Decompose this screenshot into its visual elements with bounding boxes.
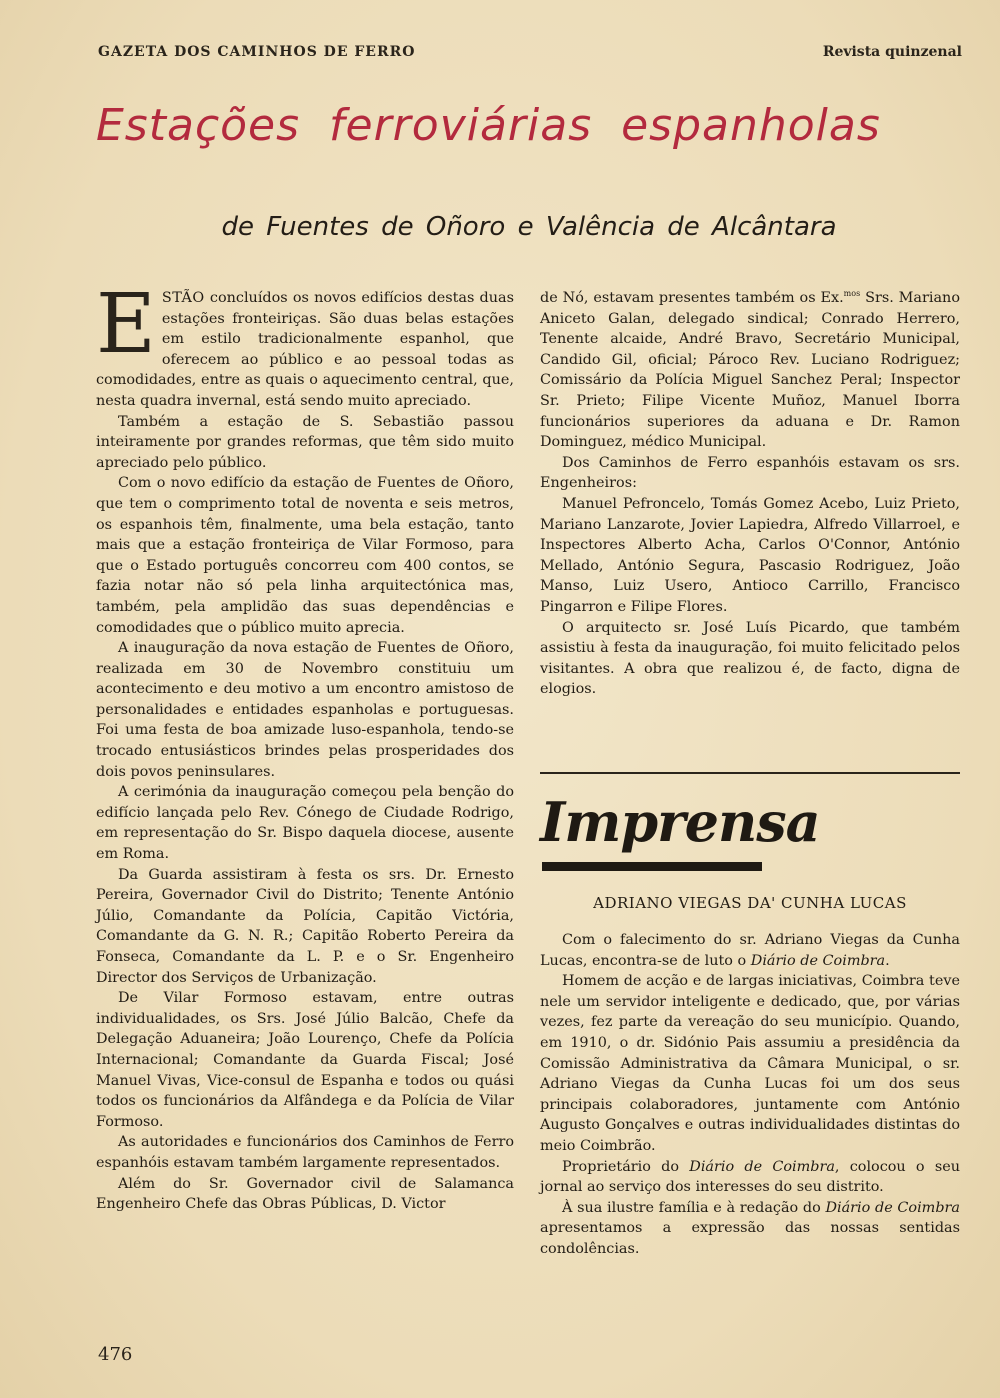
paragraph-text: de Nó, estavam presentes também os Ex. <box>540 290 844 306</box>
article-title: Estações ferroviárias espanholas <box>96 100 881 151</box>
obituary-column <box>540 930 960 1260</box>
article-paragraph: Além do Sr. Governador civil de Salamanca Engenheiro Chefe das Obras Públicas, D. Victor <box>96 1175 514 1213</box>
paragraph-text: Com o falecimento do sr. Adriano Viegas da Cunha Lucas, encontra-se de luto o <box>540 932 960 969</box>
drop-cap: E <box>96 277 156 372</box>
article-paragraph: A inauguração da nova estação de Fuentes de Oñoro, realizada em 30 de Novembro constituiu um acontecimento e deu motivo a um encontro amistoso de personalidades e entidades espanholas e portuguesas. Foi uma festa de boa amizade luso-espanhola, tendo-se trocado entusiásticos brindes pelas prosperidades dos dois povos peninsulares. <box>96 640 514 780</box>
article-paragraph <box>540 288 960 453</box>
obituary-paragraph: Homem de acção e de largas iniciativas, Coimbra teve nele um servidor inteligente e dedicado, que, por várias vezes, fez parte da vereação do seu município. Quando, em 1910, o dr. Sidónio Pais assumiu a presidência da Comissão Administrativa da Câmara Municipal, o sr. Adriano Viegas da Cunha Lucas foi um dos seus principais colaboradores, juntamente com António Augusto Gonçalves e outras individualidades distintas do meio Coimbrão. <box>540 973 960 1154</box>
paragraph-text: Proprietário do <box>562 1158 690 1175</box>
running-head <box>98 44 962 60</box>
paragraph-text: Srs. Mariano Aniceto Galan, delegado sindical; Conrado Herrero, Tenente alcaide, André Bravo, Secretário Municipal, Candido Gil, oficial; Pároco Rev. Luciano Rodriguez; Comissário da Polícia Miguel Sanchez Peral; Inspector Sr. Prieto; Filipe Vicente Muñoz, Manuel Iborra funcionários superiores da aduana e Dr. Ramon Dominguez, médico Municipal. <box>540 290 960 451</box>
imprensa-section-title: Imprensa <box>540 790 820 854</box>
lead-word: STÃO <box>161 290 205 306</box>
obituary-paragraph <box>540 930 960 971</box>
article-column-left <box>96 277 514 1215</box>
article-subtitle: de Fuentes de Oñoro e Valência de Alcântara <box>221 212 837 242</box>
article-paragraph: As autoridades e funcionários dos Caminhos de Ferro espanhóis estavam também largamente representados. <box>96 1134 514 1171</box>
publication-name: GAZETA DOS CAMINHOS DE FERRO <box>98 44 416 60</box>
paragraph-text: À sua ilustre família e à redação do <box>562 1199 826 1216</box>
paragraph-text: . <box>885 952 890 969</box>
obituary-heading: ADRIANO VIEGAS DA' CUNHA LUCAS <box>593 894 907 912</box>
section-underline-bar <box>542 862 762 871</box>
obituary-paragraph <box>540 1198 960 1260</box>
section-divider <box>540 772 960 774</box>
article-paragraph: Dos Caminhos de Ferro espanhóis estavam os srs. Engenheiros: <box>540 454 960 492</box>
article-paragraph: De Vilar Formoso estavam, entre outras individualidades, os Srs. José Júlio Balcão, Chefe da Delegação Aduaneira; João Lourenço, Chefe da Polícia Internacional; Comandante da Guarda Fiscal; José Manuel Vivas, Vice-consul de Espanha e todos ou quási todos os funcionários da Alfândega e da Polícia de Vilar Formoso. <box>96 990 514 1130</box>
article-column-right <box>540 288 960 700</box>
article-paragraph: O arquitecto sr. José Luís Picardo, que também assistiu à festa da inauguração, foi muito felicitado pelos visitantes. A obra que realizou é, de facto, digna de elogios. <box>540 619 960 698</box>
publication-frequency: Revista quinzenal <box>822 44 962 60</box>
newspaper-name: Diário de Coimbra <box>689 1158 835 1175</box>
superscript: mos <box>843 289 861 299</box>
page-number: 476 <box>98 1344 133 1365</box>
article-paragraph: Com o novo edifício da estação de Fuentes de Oñoro, que tem o comprimento total de noventa e seis metros, os espanhois têm, finalmente, uma bela estação, tanto mais que a estação fronteiriça de Vilar Formoso, para que o Estado português concorreu com 400 contos, se fazia notar não só pela linha arquitectónica mas, também, pela amplidão das suas dependências e comodidades que o público muito aprecia. <box>96 475 514 636</box>
article-paragraph: Da Guarda assistiram à festa os srs. Dr. Ernesto Pereira, Governador Civil do Distrito; Tenente António Júlio, Comandante da Polícia, Capitão Victória, Comandante da G. N. R.; Capitão Roberto Pereira da Fonseca, Comandante da L. P. e o Sr. Engenheiro Director dos Serviços de Urbanização. <box>96 866 514 986</box>
obituary-paragraph <box>540 1157 960 1198</box>
paragraph-text: , colocou o seu jornal ao serviço dos interesses do seu distrito. <box>540 1158 960 1196</box>
article-paragraph: A cerimónia da inauguração começou pela benção do edifício lançada pelo Rev. Cónego de Ciudade Rodrigo, em representação do Sr. Bispo daquela diocese, ausente em Roma. <box>96 784 514 863</box>
article-paragraph <box>96 277 514 412</box>
article-paragraph: Manuel Pefroncelo, Tomás Gomez Acebo, Luiz Prieto, Mariano Lanzarote, Jovier Lapiedra, Alfredo Villarroel, e Inspectores Alberto Acha, Carlos O'Connor, António Mellado, António Segura, Pascasio Rodriguez, João Manso, Luiz Usero, Antioco Carrillo, Francisco Pingarron e Filipe Flores. <box>540 495 960 615</box>
article-paragraph: Também a estação de S. Sebastião passou inteiramente por grandes reformas, que têm sido muito apreciado pelo público. <box>96 413 514 471</box>
paragraph-text: concluídos os novos edifícios destas duas estações fronteiriças. São duas belas estações em estilo tradicionalmente espanhol, que oferecem ao público e ao pessoal todas as comodidades, entre as quais o aquecimento central, que, nesta quadra invernal, está sendo muito apreciado. <box>96 290 514 409</box>
paragraph-text: apresentamos a expressão das nossas sentidas condolências. <box>540 1220 960 1257</box>
newspaper-name: Diário de Coimbra <box>750 952 886 969</box>
newspaper-name: Diário de Coimbra <box>825 1199 960 1216</box>
